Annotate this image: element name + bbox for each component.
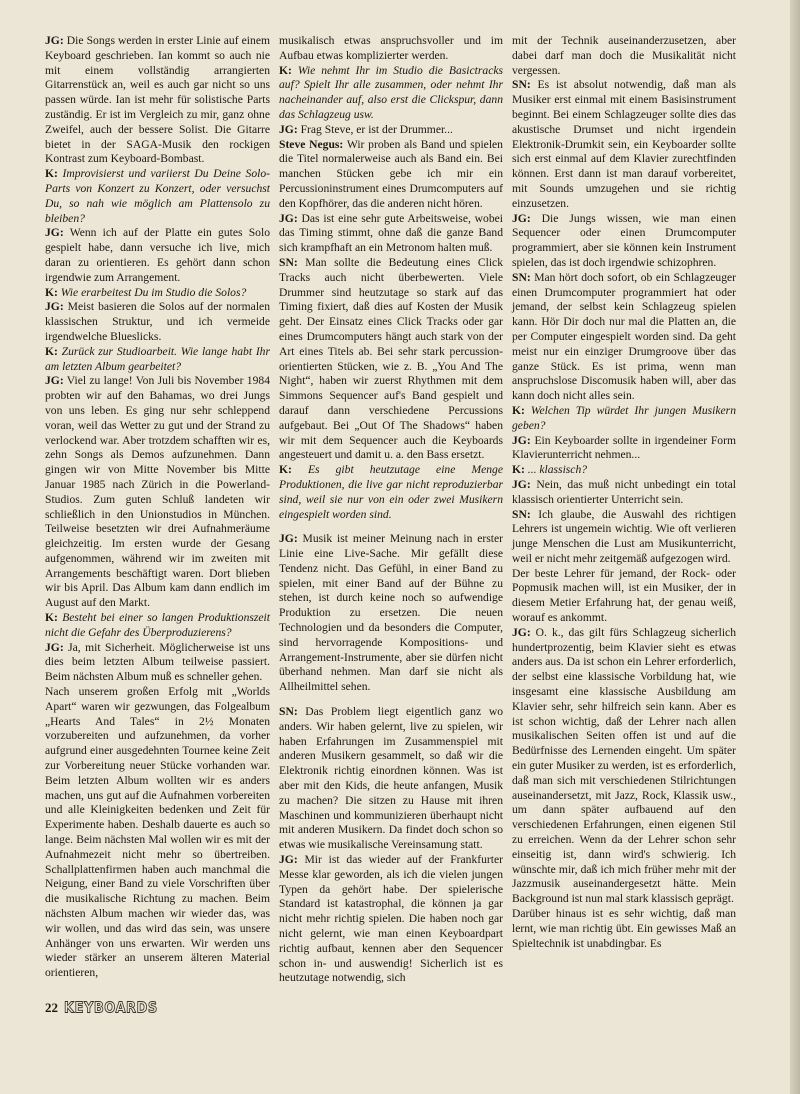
answer-text: Musik ist meiner Meinung nach in erster Linie eine Live-Sache. Mir gefällt diese Tendenz nicht. Das Gefühl, in einer Band zu spielen, mit einer Band auf der Bühne zu stehen, ist durch keine noch so aufwendige Produktion zu ersetzen. Die neuen Technologien und da besonders die Computer, sind hervorragende Kompositions- und Arrangement-Instrumente, aber sie dürfen nicht überhand nehmen. Man darf sie nicht als Allheilmittel sehen.	[279, 532, 503, 694]
answer-text: musikalisch etwas anspruchsvoller und im Aufbau etwas komplizierter werden.	[279, 34, 503, 62]
paragraph	[512, 508, 736, 567]
answer-text: Das Problem liegt eigentlich ganz wo anders. Wir haben gelernt, live zu spielen, wir haben Erfahrungen im Zusammenspiel mit anderen Musikern gesammelt, so daß wir die Elektronik richtig einordnen können. Was ist aber mit den Kids, die heute anfangen, Musik zu machen? Die sitzen zu Hause mit ihren Maschinen und kommunizieren überhaupt nicht mit anderen Musikern. Da findet doch schon so etwas wie musikalische Vereinsamung statt.	[279, 705, 503, 852]
paragraph	[279, 138, 503, 212]
speaker-label: SN:	[512, 270, 531, 284]
question-text: Wie erarbeitest Du im Studio die Solos?	[57, 285, 247, 299]
answer-text: Wenn ich auf der Platte ein gutes Solo gespielt habe, dann versuche ich live, mich daran zu orientieren. Es gehört dann schon irgendwie zum Arrangement.	[45, 226, 270, 284]
paragraph	[279, 705, 503, 853]
speaker-label: JG:	[45, 300, 64, 314]
paragraph	[45, 345, 270, 375]
speaker-label: SN:	[512, 78, 531, 92]
answer-text: Ich glaube, die Auswahl des richtigen Lehrers ist ungemein wichtig. Wie oft verlieren junge Menschen die Lust am Musikunterricht, weil er nicht mehr zeitgemäß aufgezogen wird.	[512, 507, 736, 565]
paragraph	[512, 463, 736, 478]
paragraph	[512, 478, 736, 508]
question-text: Zurück zur Studioarbeit. Wie lange habt Ihr am letzten Album gearbeitet?	[45, 344, 270, 373]
paragraph	[279, 34, 503, 64]
paragraph	[512, 212, 736, 271]
question-text: Improvisierst und variierst Du Deine Solo-Parts von Konzert zu Konzert, oder versuchst Du, so nah wie möglich am Plattensolo zu bleiben?	[45, 167, 270, 225]
speaker-label: SN:	[512, 507, 531, 521]
speaker-label: JG:	[512, 211, 531, 225]
speaker-label: JG:	[45, 374, 64, 388]
paragraph	[512, 907, 736, 951]
paragraph	[512, 78, 736, 211]
speaker-label: K:	[45, 611, 58, 625]
speaker-label: K:	[45, 167, 58, 181]
answer-text: Die Jungs wissen, wie man einen Sequencer oder einen Drumcomputer programmiert, aber sie können kein Instrument spielen, das ist doch irgendwie schizophren.	[512, 211, 736, 269]
answer-text: Nach unserem großen Erfolg mit „Worlds Apart“ waren wir gezwungen, das Folgealbum „Hearts And Tales“ in 2½ Monaten vorzubereiten und aufzunehmen, da vorher aufgrund einer ausgedehnten Tournee keine Zeit zur Vorbereitung neuer Stücke vorhanden war. Beim letzten Album wollten wir es anders machen, uns gut auf die Aufnahmen vorbereiten und alle Kleinigkeiten bedenken und Zeit für Experimente haben. Deshalb dauerte es auch so lange. Beim nächsten Mal wollen wir es mit der Aufnahmezeit nicht mehr so übertreiben. Schallplattenfirmen haben auch manchmal die Neigung, einer Band zu viele Vorschriften über die musikalische Richtung zu machen. Beim nächsten Album machen wir wieder das, was wir wollen, und das wird das sein, was unsere Anhänger von uns erwarten. Wir werden uns wieder stärker an unserem älteren Material orientieren,	[45, 685, 270, 980]
paragraph	[279, 256, 503, 463]
paragraph	[512, 434, 736, 464]
speaker-label: JG:	[279, 853, 298, 867]
paragraph	[45, 611, 270, 641]
question-text: ... klassisch?	[524, 463, 588, 477]
paragraph	[279, 532, 503, 695]
answer-text: Man sollte die Bedeutung eines Click Tracks auch nicht überbewerten. Viele Drummer sind heutzutage so stark auf das Timing fixiert, daß dies auf Kosten der Musik geht. Der Einsatz eines Click Tracks oder gar eines Drumcomputers hängt auch stark von der Art eines Titels ab. Bei sehr stark percussion-orientierten Stücken, wie z. B. „You And The Night“, haben wir zuerst Rhythmen mit dem Simmons Sequencer auf's Band gespielt und darauf dann verschiedene Percussions aufgebaut. Bei „Out Of The Shadows“ haben wir mit dem Sequencer auch die Keyboards angesteuert und damit u. a. den Bass ersetzt.	[279, 255, 503, 462]
speaker-label: JG:	[512, 625, 531, 639]
paragraph	[45, 641, 270, 685]
answer-text: Mir ist das wieder auf der Frankfurter Messe klar geworden, als ich die vielen jungen Typen da gehört habe. Der spielerische Standard ist katastrophal, die können ja gar nicht mehr richtig spielen. Die haben noch gar nicht gelernt, wie man einen Keyboardpart richtig aufbaut, kennen aber den Sequencer schon in- und auswendig! Sicherlich ist es heutzutage notwendig, sich	[279, 853, 503, 985]
speaker-label: K:	[45, 344, 58, 358]
question-text: Wie nehmt Ihr im Studio die Basictracks auf? Spielt Ihr alle zusammen, oder nehmt Ihr nacheinander auf, also erst die Clickspur, dann das Schlagzeug usw.	[279, 63, 503, 121]
paragraph	[512, 271, 736, 404]
paragraph	[279, 853, 503, 986]
speaker-label: JG:	[512, 477, 531, 491]
speaker-label: K:	[45, 285, 58, 299]
paragraph	[279, 64, 503, 123]
answer-text: Die Songs werden in erster Linie auf einem Keyboard geschrieben. Ian kommt so auch nie mit einem vollständig arrangierten Gitarrenstück an, weil es auch gar nicht so uns passen würde. Ian ist mehr für solistische Parts zuständig. Er ist im Vergleich zu mir, ganz ohne Zweifel, auch der bessere Solist. Die Gitarre bietet in der SAGA-Musik den rockigen Kontrast zum Keyboard-Bombast.	[45, 34, 270, 166]
answer-text: Viel zu lange! Von Juli bis November 1984 probten wir auf den Bahamas, wo drei Jungs von uns leben. Es ging nur sehr schleppend voran, weil das Wetter zu gut und der Strand zu verlockend war. Aber trotzdem schafften wir es, zehn Songs als Demos aufzunehmen. Dann gingen wir von Mitte November bis Mitte Januar 1985 nach Zürich in die Powerland-Studios. Zum guten Schluß landeten wir schließlich in den Unionstudios in München. Teilweise besetzten wir drei Aufnahmeräume gleichzeitig. Im ersten wurde der Gesang aufgenommen, während wir im zweiten mit Arrangements beschäftigt waren. Dort blieben wir bis April. Das Album kam dann endlich im August auf den Markt.	[45, 374, 270, 610]
answer-text: Darüber hinaus ist es sehr wichtig, daß man lernt, wie man richtig übt. Ein gewisses Maß an Spieltechnik ist unabdingbar. Es	[512, 907, 736, 950]
speaker-label: K:	[512, 463, 525, 477]
page-number: 22	[45, 1000, 58, 1015]
answer-text: Ein Keyboarder sollte in irgendeiner Form Klavierunterricht nehmen...	[512, 433, 736, 462]
paragraph	[45, 34, 270, 167]
column-middle	[279, 34, 503, 986]
magazine-logo: KEYBOARDS	[64, 999, 158, 1017]
answer-text: Meist basieren die Solos auf der normalen klassischen Struktur, und ich vermeide irgendwelche Blueslicks.	[45, 300, 270, 343]
column-right	[512, 34, 736, 951]
paragraph	[512, 34, 736, 78]
speaker-label: JG:	[279, 211, 298, 225]
paragraph	[279, 123, 503, 138]
paragraph	[512, 567, 736, 626]
answer-text: mit der Technik auseinanderzusetzen, aber dabei darf man doch die Musikalität nicht vergessen.	[512, 34, 736, 77]
paragraph	[45, 300, 270, 344]
page-footer	[45, 1000, 158, 1016]
speaker-label: JG:	[279, 122, 298, 136]
paragraph	[45, 167, 270, 226]
speaker-label: SN:	[279, 255, 298, 269]
speaker-label: K:	[512, 403, 525, 417]
answer-text: Frag Steve, er ist der Drummer...	[297, 122, 453, 136]
answer-text: Das ist eine sehr gute Arbeitsweise, wobei das Timing stimmt, ohne daß die ganze Band sich krampfhaft an ein Metronom halten muß.	[279, 211, 503, 255]
speaker-label: Steve Negus:	[279, 137, 344, 151]
speaker-label: JG:	[45, 34, 64, 47]
answer-text: O. k., das gilt fürs Schlagzeug sicherlich hundertprozentig, beim Klavier sieht es etwas anders aus. Da ist schon ein Lehrer erforderlich, der selbst eine klassische Vorbildung hat, wie insgesamt eine klassische Ausbildung am Klavier sehr, sehr hilfreich sein kann. Aber es ist schon wichtig, daß der Lehrer nach allen musikalischen Seiten offen ist und auf die Bedürfnisse des Lernenden eingeht. Um später ein guter Musiker zu werden, ist es erforderlich, daß man sich mit verschiedenen Stilrichtungen auseinandersetzt, mit Jazz, Rock, Klassik usw., um dann später aufbauend auf den verschiedenen Erfahrungen, einen eigenen Stil zu erreichen. Wenn da der Lehrer schon sehr einseitig ist, dann wird's schwierig. Ich wünschte mir, daß ich mich früher mehr mit der Jazzmusik auseinandergesetzt hätte. Mein Background ist nun mal stark klassisch geprägt.	[512, 625, 736, 906]
answer-text: Wir proben als Band und spielen die Titel normalerweise auch als Band ein. Bei manchen Stücken gebe ich mir ein Percussioninstrument eines Drumcomputers auf den Kopfhörer, das die anderen nicht hören.	[279, 137, 503, 210]
speaker-label: K:	[279, 463, 292, 477]
answer-text: Nein, das muß nicht unbedingt ein total klassisch orientierter Unterricht sein.	[512, 477, 736, 506]
question-text: Es gibt heutzutage eine Menge Produktionen, die live gar nicht reproduzierbar sind, weil sie nur von ein oder zwei Musikern eingespielt worden sind.	[279, 463, 503, 521]
speaker-label: JG:	[279, 532, 298, 546]
speaker-label: JG:	[512, 433, 531, 447]
answer-text: Der beste Lehrer für jemand, der Rock- oder Popmusik machen will, ist ein Musiker, der in diesem Metier Erfahrung hat, der genau weiß, worauf es ankommt.	[512, 566, 736, 625]
question-text: Besteht bei einer so langen Produktionszeit nicht die Gefahr des Überproduzierens?	[45, 611, 270, 639]
paragraph	[279, 463, 503, 522]
paragraph	[45, 374, 270, 611]
question-text: Welchen Tip würdet Ihr jungen Musikern geben?	[512, 403, 736, 432]
speaker-label: JG:	[45, 226, 64, 240]
paragraph	[45, 226, 270, 285]
paragraph	[45, 286, 270, 301]
paragraph	[45, 685, 270, 981]
speaker-label: SN:	[279, 705, 298, 719]
page-edge	[790, 0, 800, 1094]
speaker-label: JG:	[45, 640, 64, 654]
speaker-label: K:	[279, 63, 292, 77]
paragraph	[512, 404, 736, 434]
answer-text: Man hört doch sofort, ob ein Schlagzeuger einen Drumcomputer programmiert hat oder jemand, der selbst kein Schlagzeug spielen kann. Hör Dir doch nur mal die Platten an, die per Computer eingespielt worden sind. Da geht meist nur ein einziger Drumgroove über das ganze Stück. Es ist prima, wenn man anspruchslose Discomusik haben will, aber das kann doch nicht alles sein.	[512, 270, 736, 403]
answer-text: Ja, mit Sicherheit. Möglicherweise ist uns dies beim letzten Album teilweise passiert. Beim nächsten Album muß es schneller gehen.	[45, 640, 270, 684]
column-left	[45, 34, 270, 981]
paragraph	[512, 626, 736, 907]
answer-text: Es ist absolut notwendig, daß man als Musiker erst einmal mit einem Basisinstrument beginnt. Bei einem Schlagzeuger sollte dies das akustische Drumset und nicht irgendein Elektronik-Drumkit sein, ein Keyboarder sollte sich erst einmal auf dem Klavier zurechtfinden können. Erst dann ist man darauf vorbereitet, mit Sounds umzugehen und sie richtig einzusetzen.	[512, 78, 736, 210]
paragraph	[279, 212, 503, 256]
